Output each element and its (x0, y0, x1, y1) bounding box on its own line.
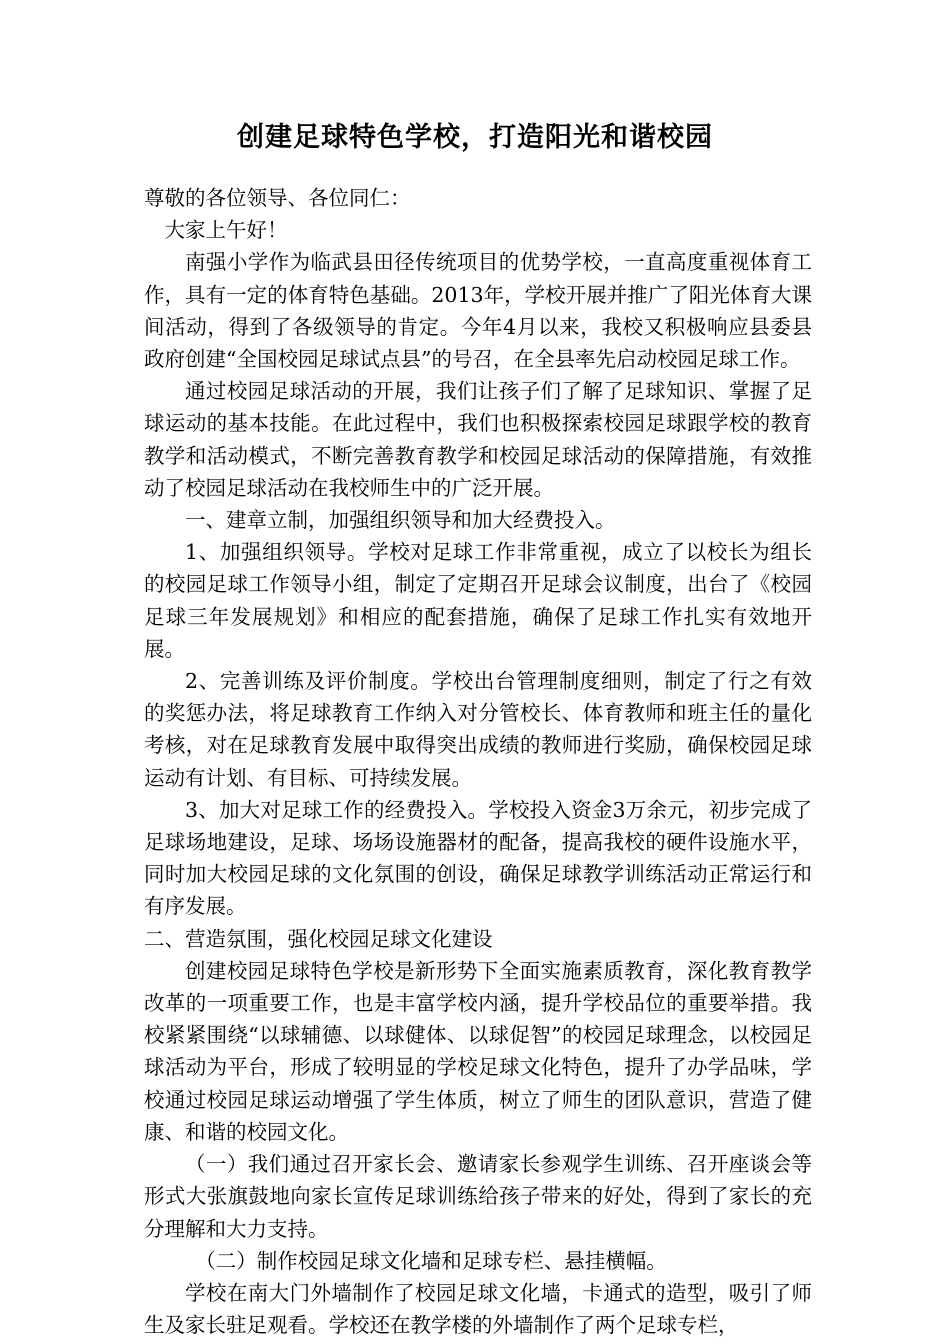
paragraph: 创建校园足球特色学校是新形势下全面实施素质教育，深化教育教学改革的一项重要工作，也是丰富学校内涵，提升学校品位的重要举措。我校紧紧围绕“以球辅德、以球健体、以球促智”的校园足球理念，以校园足球活动为平台，形成了较明显的学校足球文化特色，提升了办学品味，学校通过校园足球运动增强了学生体质，树立了师生的团队意识，营造了健康、和谐的校园文化。 (144, 958, 812, 1144)
paragraph: 南强小学作为临武县田径传统项目的优势学校，一直高度重视体育工作，具有一定的体育特色基础。2013年，学校开展并推广了阳光体育大课间活动，得到了各级领导的肯定。今年4月以来，我校又积极响应县委县政府创建“全国校园足球试点县”的号召，在全县率先启动校园足球工作。 (144, 250, 812, 372)
paragraph: 二、营造氛围，强化校园足球文化建设 (144, 926, 493, 951)
paragraph: 3、加大对足球工作的经费投入。学校投入资金3万余元，初步完成了足球场地建设，足球、场场设施器材的配备，提高我校的硬件设施水平，同时加大校园足球的文化氛围的创设，确保足球教学训练活动正常运行和有序发展。 (144, 797, 812, 919)
paragraph: 学校在南大门外墙制作了校园足球文化墙，卡通式的造型，吸引了师生及家长驻足观看。学校还在教学楼的外墙制作了两个足球专栏， (144, 1280, 812, 1338)
paragraph: 尊敬的各位领导、各位同仁： (144, 186, 411, 210)
document-body (144, 182, 812, 1341)
paragraph: 通过校园足球活动的开展，我们让孩子们了解了足球知识、掌握了足球运动的基本技能。在此过程中，我们也积极探索校园足球跟学校的教育教学和活动模式，不断完善教育教学和校园足球活动的保障措施，有效推动了校园足球活动在我校师生中的广泛开展。 (144, 379, 812, 500)
page-title: 创建足球特色学校，打造阳光和谐校园 (237, 122, 713, 153)
paragraph: 1、加强组织领导。学校对足球工作非常重视，成立了以校长为组长的校园足球工作领导小组，制定了定期召开足球会议制度，出台了《校园足球三年发展规划》和相应的配套措施，确保了足球工作扎实有效地开展。 (144, 540, 812, 661)
paragraph: （二）制作校园足球文化墙和足球专栏、悬挂横幅。 (195, 1248, 667, 1273)
paragraph: 大家上午好！ (164, 218, 288, 243)
paragraph: （一）我们通过召开家长会、邀请家长参观学生训练、召开座谈会等形式大张旗鼓地向家长宣传足球训练给孩子带来的好处，得到了家长的充分理解和大力支持。 (144, 1152, 812, 1241)
paragraph: 2、完善训练及评价制度。学校出台管理制度细则，制定了行之有效的奖惩办法，将足球教育工作纳入对分管校长、体育教师和班主任的量化考核，对在足球教育发展中取得突出成绩的教师进行奖励，确保校园足球运动有计划、有目标、可持续发展。 (144, 669, 812, 790)
paragraph: 一、建章立制，加强组织领导和加大经费投入。 (185, 508, 616, 533)
